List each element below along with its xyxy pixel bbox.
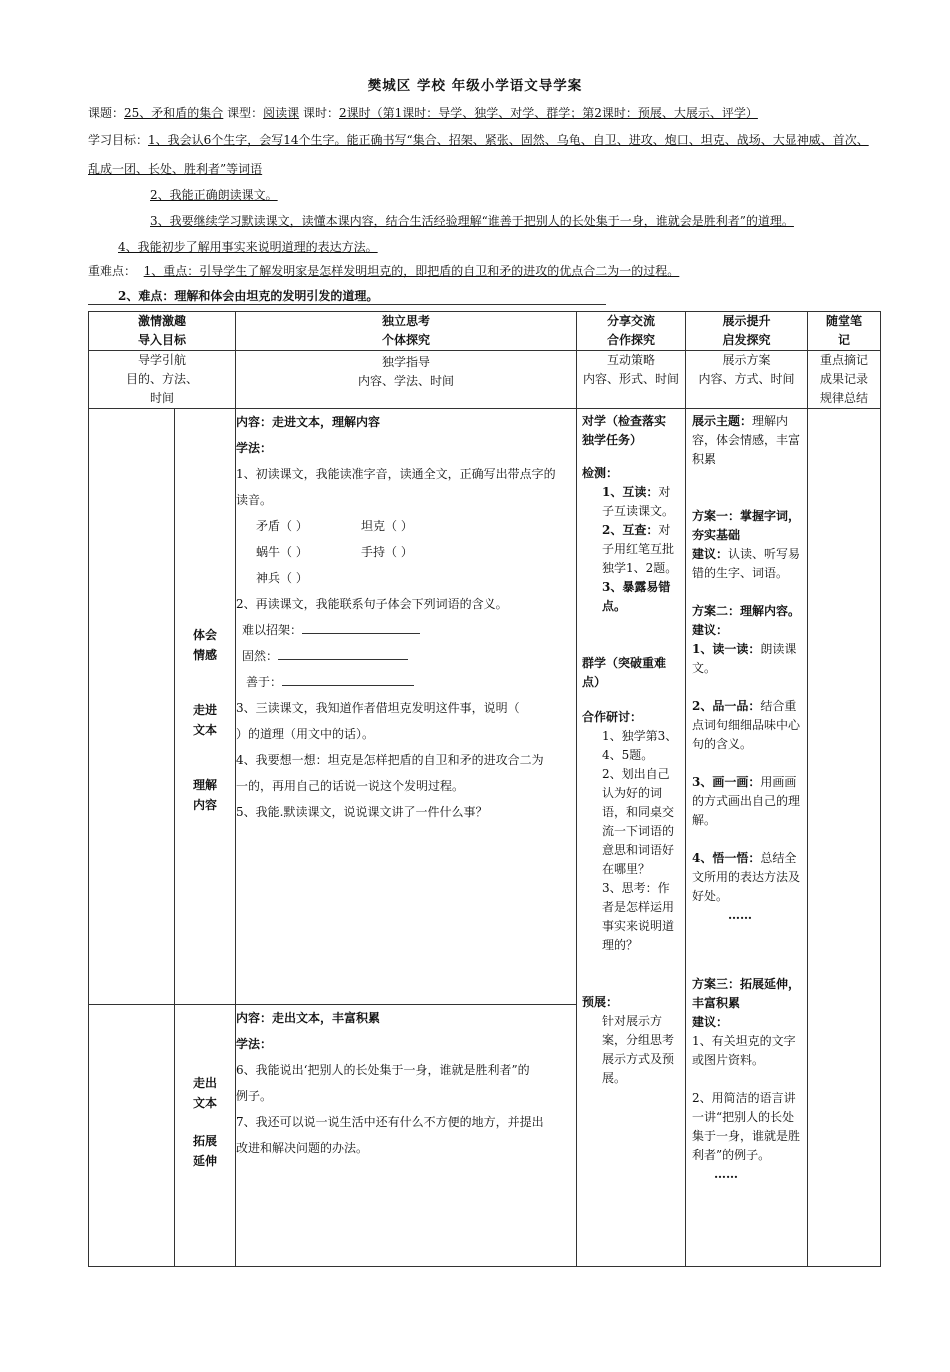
plan-1-title: 方案一：掌握字词，夯实基础 [692,509,801,542]
answer-line[interactable] [282,672,414,686]
pinyin-item: 矛盾（ ） [256,519,308,533]
plan-3-item: 1、有关坦克的文字或图片资料。 [692,1034,796,1067]
lesson-time-label: 课时： [299,106,339,120]
hezuo-2: 2、划出自己认为好的词语，和同桌交流一下词语的意思和词语好在哪里？ [602,767,675,876]
duixue-subtitle: 独学任务） [582,433,643,447]
hezuo-label: 合作研讨： [582,710,643,724]
goal-line-4 [118,238,378,255]
qunxue-title: 群学（突破重难点） [582,656,667,689]
col-header-intro: 激情激趣 导入目标 [89,312,236,351]
sub-header-interaction: 互动策略 内容、形式、时间 [577,351,686,409]
study-table [88,311,881,1267]
sub-header-guide: 导学引航 目的、方法、 时间 [89,351,236,409]
sec2-q7b: 改进和解决问题的办法。 [236,1141,369,1155]
goal-line-2 [150,186,278,203]
col-header-show: 展示提升 启发探究 [686,312,808,351]
plan-2-item-label: 2、品一品： [692,699,761,713]
sec1-q5: 5、我能.默读课文，说说课文讲了一件什么事？ [236,805,488,819]
word-label: 善于： [246,675,283,689]
check-1-text: 对子互读课文。 [602,485,675,518]
pinyin-item: 神兵（ ） [256,571,308,585]
sec2-q6b: 例子。 [236,1089,273,1103]
plan-2-suggest-label: 建议： [692,623,729,637]
sec1-q3a: 3、三读课文，我知道作者借坦克发明这件事，说明（ [236,701,520,715]
goal-line-1b [88,160,262,177]
word-label: 固然： [242,649,279,663]
yuzhan-label: 预展： [582,995,619,1009]
key-point-1: 1、重点：引导学生了解发明家是怎样发明坦克的，即把盾的自卫和矛的进攻的优点合二为一的过程。 [143,264,680,278]
pinyin-grid [236,513,576,591]
difficulty-line [88,287,606,305]
section-1-row [89,409,881,1005]
goal-4: 4、我能初步了解用事实来说明道理的表达方法。 [118,240,378,254]
hezuo-3: 3、思考：作者是怎样运用事实来说明道理的？ [602,881,675,952]
plan-3-title: 方案三：拓展延伸，丰富积累 [692,977,801,1010]
page-title: 樊城区 学校 年级小学语文导学案 [367,78,583,94]
lesson-type-label: 课型： [223,106,264,120]
pinyin-item: 蜗牛（ ） [256,545,308,559]
sub-header-notes: 重点摘记 成果记录 规律总结 [808,351,881,409]
key-point-2: 2、难点：理解和体会由坦克的发明引发的道理。 [118,289,379,303]
plan-2-item-label: 3、画一画： [692,775,761,789]
theme-label: 展示主题： [692,414,753,428]
hezuo-1: 1、独学第3、4、5题。 [602,729,678,762]
sec1-method: 学法： [236,441,273,455]
plan-2-item-label: 1、读一读： [692,642,761,656]
check-label: 检测： [582,466,619,480]
check-3: 3、暴露易错点。 [602,580,671,613]
sec2-method: 学法： [236,1037,273,1051]
section-1-blank [89,409,175,1005]
section-2-stage-label: 走出 文本 拓展 延伸 [175,1005,236,1267]
plan-2-title: 方案二：理解内容。 [692,604,801,618]
sec1-content-title: 内容：走进文本，理解内容 [236,415,381,429]
sec2-q7a: 7、我还可以说一说生活中还有什么不方便的地方，并提出 [236,1115,544,1129]
section-1-content [236,409,577,1005]
plan-2-item-text: 结合重点词句细细品味中心句的含义。 [692,699,801,751]
sec1-q3b: ）的道理（用文中的话）。 [236,727,375,741]
section-1-stage-label: 体会 情感 走进 文本 理解 内容 [175,409,236,1005]
section-2-content [236,1005,577,1267]
sec1-q4a: 4、我要想一想：坦克是怎样把盾的自卫和矛的进攻合二为 [236,753,544,767]
sec1-q1a: 1、初读课文，我能读准字音，读通全文，正确写出带点字的 [236,467,556,481]
plan-2-item-text: 用画画的方式画出自己的理解。 [692,775,801,827]
lesson-type: 阅读课 [263,106,300,120]
word-label: 难以招架： [242,623,303,637]
sec1-q2: 2、再读课文，我能联系句子体会下列词语的含义。 [236,597,508,611]
sec1-q1b: 读音。 [236,493,273,507]
col-header-notes: 随堂笔 记 [808,312,881,351]
share-column [577,409,686,1267]
goal-1b: 乱成一团、长处、胜利者”等词语 [88,162,263,176]
plan-3-item: 2、用简洁的语言讲一讲“把别人的长处集于一身，谁就是胜利者”的例子。 [692,1091,801,1162]
plan-2-item-text: 总结全文所用的表达方法及好处。 [692,851,801,903]
yuzhan-text: 针对展示方案，分组思考展示方式及预展。 [602,1014,675,1085]
answer-line[interactable] [302,620,420,634]
pinyin-item: 手持（ ） [361,545,413,559]
plan-2-item-text: 朗读课文。 [692,642,797,675]
answer-line[interactable] [278,646,408,660]
key-point-line [88,262,679,279]
goal-3: 3、我要继续学习默读课文，读懂本课内容，结合生活经验理解“谁善于把别人的长处集于一身，谁就会是胜利者”的道理。 [150,214,794,228]
goals-label: 学习目标： [88,133,149,147]
duixue-title: 对学（检查落实 [582,414,667,428]
sub-header-show-plan: 展示方案 内容、方式、时间 [686,351,808,409]
header-row [89,312,881,351]
sec1-q4b: 一的，再用自己的话说一说这个发明过程。 [236,779,465,793]
sec2-content-title: 内容：走出文本，丰富积累 [236,1011,381,1025]
theme-text: 理解内容，体会情感，丰富积累 [692,414,801,466]
show-column [686,409,808,1267]
check-2-text: 对子用红笔互批独学1、2题。 [602,523,678,575]
key-label: 重难点： [88,264,137,278]
plan-1-suggest: 认读、听写易错的生字、词语。 [692,547,801,580]
col-header-independent: 独立思考 个体探究 [236,312,577,351]
sec2-q6a: 6、我能说出‘把别人的长处集于一身，谁就是胜利者”的 [236,1063,530,1077]
lesson-info-line [88,104,758,121]
goal-2: 2、我能正确朗读课文。 [150,188,278,202]
lesson-label: 课题： [88,106,125,120]
col-header-share: 分享交流 合作探究 [577,312,686,351]
goal-1a: 1、我会认6个生字，会写14个生字。能正确书写“集合、招架、紧张、固然、乌龟、自卫、进攻、炮口、坦克、战场、大显神威、首次、 [148,133,869,147]
pinyin-item: 坦克（ ） [361,519,413,533]
lesson-time: 2课时（第1课时：导学、独学、对学、群学；第2课时：预展、大展示、评学） [338,106,758,120]
plan-3-suggest-label: 建议： [692,1015,729,1029]
section-2-blank [89,1005,175,1267]
ellipsis: …… [728,908,753,922]
notes-column[interactable] [808,409,881,1267]
sub-header-self-study: 独学指导 内容、学法、时间 [236,351,577,409]
check-1-label: 1、互读： [602,485,659,499]
plan-2-item-label: 4、悟一悟： [692,851,761,865]
plan-1-suggest-label: 建议： [692,547,729,561]
goal-line-3 [150,212,794,229]
subheader-row [89,351,881,409]
lesson-title: 25、矛和盾的集合 [124,106,224,120]
goal-line-1 [88,131,869,148]
ellipsis: …… [714,1167,739,1181]
check-2-label: 2、互查： [602,523,659,537]
